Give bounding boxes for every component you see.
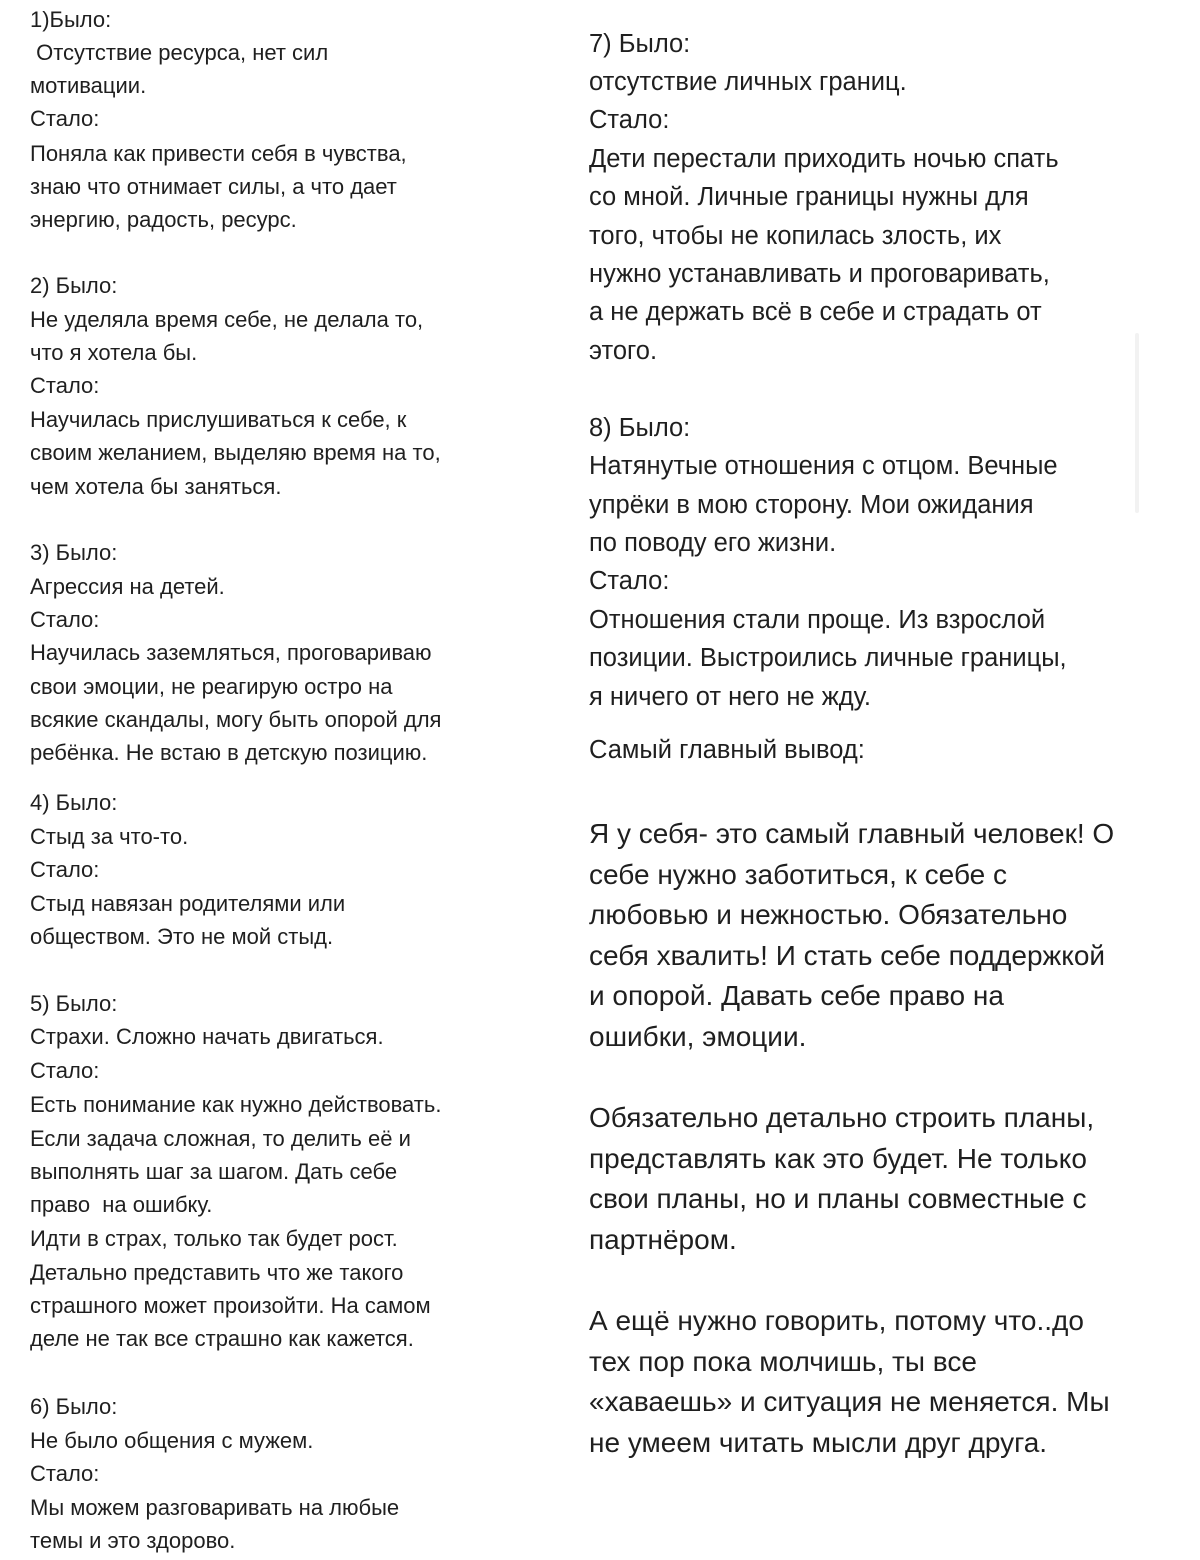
item-8-after-text: я ничего от него не жду. (589, 683, 871, 711)
item-5-after-text: Есть понимание как нужно действовать. (30, 1092, 442, 1117)
item-6-before-label: 6) Было: (30, 1394, 118, 1419)
item-2-before-text: Не уделяла время себе, не делала то, (30, 307, 424, 332)
item-3-before-text: Агрессия на детей. (30, 574, 225, 599)
item-7-after-text: того, чтобы не копилась злость, их (589, 222, 1002, 250)
item-3-after-text: Научилась заземляться, проговариваю (30, 640, 432, 665)
conclusion-paragraph-1: себя хвалить! И стать себе поддержкой (589, 940, 1106, 971)
item-5-before-text: Страхи. Сложно начать двигаться. (30, 1024, 384, 1049)
item-2-after-label: Стало: (30, 373, 100, 398)
item-3-after-text: свои эмоции, не реагирую остро на (30, 674, 393, 699)
item-4-before-text: Стыд за что-то. (30, 824, 189, 849)
item-7-before-label: 7) Было: (589, 30, 691, 58)
scroll-indicator[interactable] (1135, 333, 1139, 513)
conclusion-paragraph-2: партнёром. (589, 1224, 737, 1255)
item-2-after-text: своим желанием, выделяю время на то, (30, 440, 441, 465)
item-5-after-text: Детально представить что же такого (30, 1260, 404, 1285)
item-6-before-text: Не было общения с мужем. (30, 1428, 314, 1453)
item-7-after-text: нужно устанавливать и проговаривать, (589, 260, 1050, 288)
item-5-after-text: деле не так все страшно как кажется. (30, 1326, 414, 1351)
item-6-after-label: Стало: (30, 1461, 100, 1486)
item-8-before-text: по поводу его жизни. (589, 529, 837, 557)
item-4-after-label: Стало: (30, 857, 100, 882)
conclusion-paragraph-1: и опорой. Давать себе право на (589, 980, 1004, 1011)
item-6-after-text: Мы можем разговаривать на любые (30, 1495, 400, 1520)
item-8-before-text: Натянутые отношения с отцом. Вечные (589, 452, 1058, 480)
item-5-after-label: Стало: (30, 1058, 100, 1083)
item-8-after-text: Отношения стали проще. Из взрослой (589, 606, 1046, 634)
item-2-before-text: что я хотела бы. (30, 340, 198, 365)
item-3-after-text: ребёнка. Не встаю в детскую позицию. (30, 740, 428, 765)
item-2-after-text: Научилась прислушиваться к себе, к (30, 407, 407, 432)
conclusion-paragraph-3: тех пор пока молчишь, ты все (589, 1346, 977, 1377)
item-4-before-label: 4) Было: (30, 790, 118, 815)
conclusion-paragraph-2: представлять как это будет. Не только (589, 1143, 1087, 1174)
item-8-after-text: позиции. Выстроились личные границы, (589, 644, 1067, 672)
item-5-before-label: 5) Было: (30, 991, 118, 1016)
item-7-after-label: Стало: (589, 106, 670, 134)
item-2-before-label: 2) Было: (30, 273, 118, 298)
item-4-after-text: Стыд навязан родителями или (30, 891, 346, 916)
item-1-after-text: энергию, радость, ресурс. (30, 207, 297, 232)
item-7-after-text: со мной. Личные границы нужны для (589, 183, 1029, 211)
conclusion-paragraph-2: свои планы, но и планы совместные с (589, 1183, 1087, 1214)
conclusion-paragraph-3: А ещё нужно говорить, потому что..до (589, 1305, 1084, 1336)
conclusion-paragraph-1: любовью и нежностью. Обязательно (589, 899, 1068, 930)
item-8-before-label: 8) Было: (589, 414, 691, 442)
item-3-after-text: всякие скандалы, могу быть опорой для (30, 707, 442, 732)
item-5-after-text: Если задача сложная, то делить её и (30, 1126, 411, 1151)
item-4-after-text: обществом. Это не мой стыд. (30, 924, 334, 949)
item-1-after-label: Стало: (30, 106, 100, 131)
item-6-after-text: темы и это здорово. (30, 1528, 236, 1553)
conclusion-paragraph-3: «хаваешь» и ситуация не меняется. Мы (589, 1386, 1110, 1417)
item-3-after-label: Стало: (30, 607, 100, 632)
item-7-after-text: а не держать всё в себе и страдать от (589, 298, 1042, 326)
main-conclusion-heading: Самый главный вывод: (589, 736, 865, 764)
item-5-after-text: выполнять шаг за шагом. Дать себе (30, 1159, 398, 1184)
conclusion-paragraph-1: ошибки, эмоции. (589, 1021, 807, 1052)
item-3-before-label: 3) Было: (30, 540, 118, 565)
item-1-after-text: Поняла как привести себя в чувства, (30, 141, 407, 166)
item-7-after-text: Дети перестали приходить ночью спать (589, 145, 1059, 173)
item-1-after-text: знаю что отнимает силы, а что дает (30, 174, 397, 199)
item-2-after-text: чем хотела бы заняться. (30, 474, 282, 499)
item-1-before-text: мотивации. (30, 73, 147, 98)
item-8-before-text: упрёки в мою сторону. Мои ожидания (589, 491, 1034, 519)
item-5-after-text: страшного может произойти. На самом (30, 1293, 431, 1318)
conclusion-paragraph-2: Обязательно детально строить планы, (589, 1102, 1095, 1133)
item-7-after-text: этого. (589, 337, 658, 365)
conclusion-paragraph-1: себе нужно заботиться, к себе с (589, 859, 1008, 890)
item-8-after-label: Стало: (589, 567, 670, 595)
conclusion-paragraph-3: не умеем читать мысли друг друга. (589, 1427, 1048, 1458)
item-1-before-label: 1)Было: (30, 7, 112, 32)
item-5-after-text: Идти в страх, только так будет рост. (30, 1226, 398, 1251)
item-7-before-text: отсутствие личных границ. (589, 68, 907, 96)
item-1-before-text: Отсутствие ресурса, нет сил (30, 40, 329, 65)
conclusion-paragraph-1: Я у себя- это самый главный человек! О (589, 818, 1115, 849)
item-5-after-text: право на ошибку. (30, 1192, 213, 1217)
